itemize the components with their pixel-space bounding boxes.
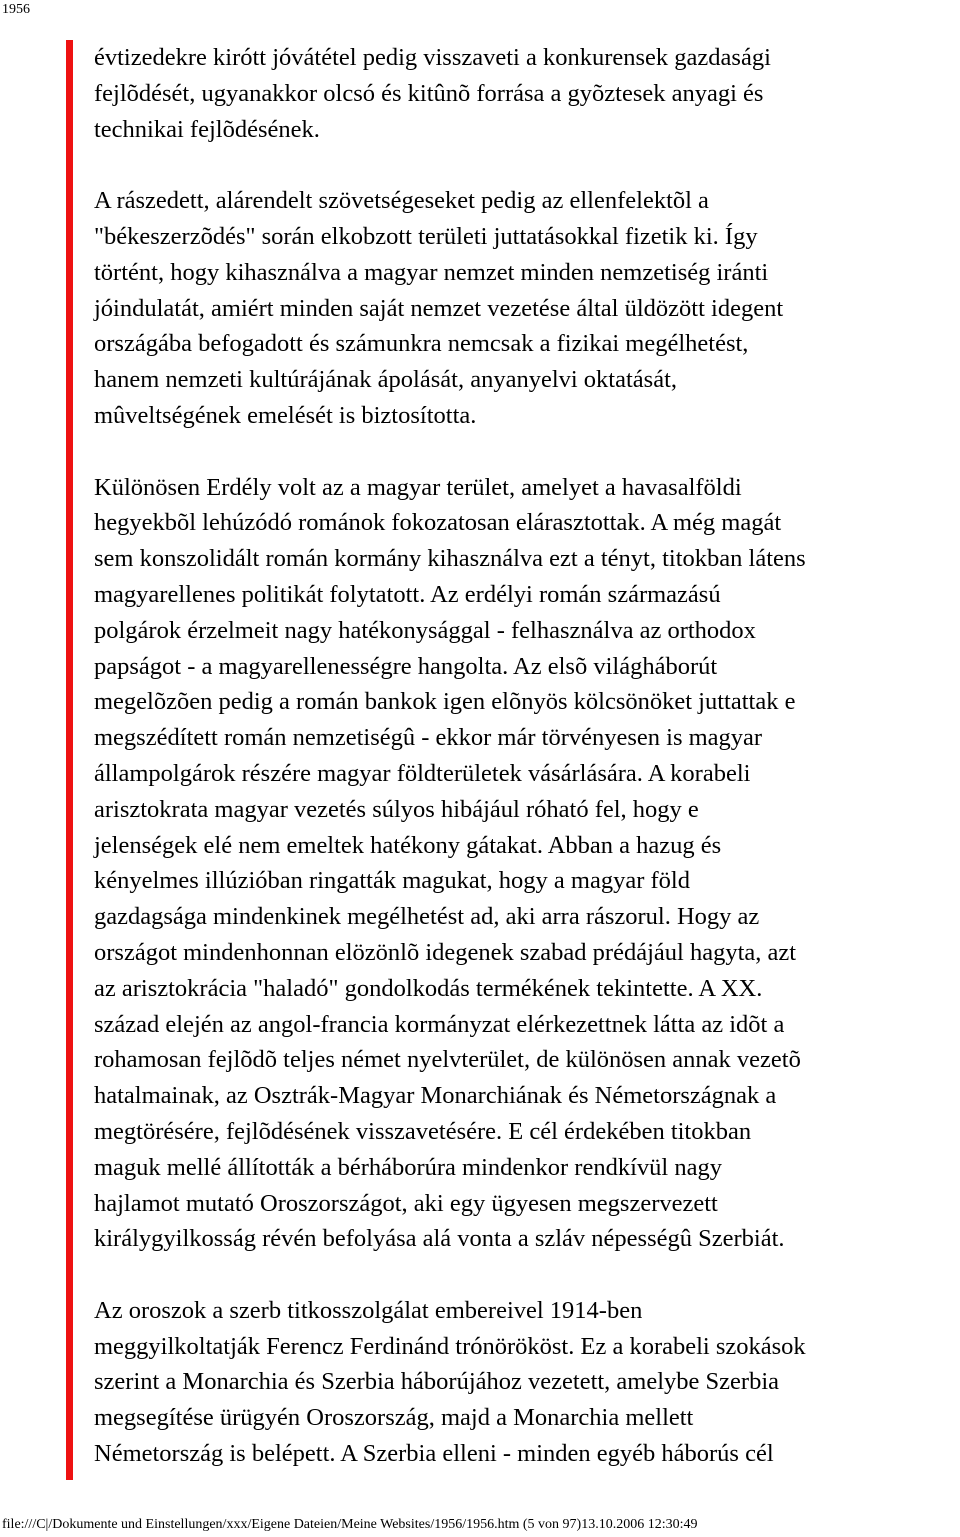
text-line: országába befogadott és számunkra nemcsak a fizikai megélhetést, — [94, 330, 749, 358]
paragraph-1 — [94, 40, 960, 147]
text-line: állampolgárok részére magyar földterületek vásárlására. A korabeli — [94, 759, 751, 787]
text-line: megelõzõen pedig a román bankok igen elõnyös kölcsönöket juttattak e — [94, 688, 796, 716]
text-line: Különösen Erdély volt az a magyar terület, amelyet a havasalföldi — [94, 473, 742, 501]
text-line: polgárok érzelmeit nagy hatékonysággal - felhasználva az orthodox — [94, 616, 756, 644]
text-line: országot mindenhonnan elözönlõ idegenek szabad prédájául hagyta, azt — [94, 938, 797, 966]
text-line: magyarellenes politikát folytatott. Az erdélyi román származású — [94, 580, 721, 608]
text-line: kényelmes illúzióban ringatták magukat, hogy a magyar föld — [94, 867, 690, 895]
text-line: megszédített román nemzetiségû - ekkor már törvényesen is magyar — [94, 724, 763, 752]
text-line: megtörésére, fejlõdésének visszavetésére. E cél érdekében titokban — [94, 1117, 752, 1145]
text-line: Németország is belépett. A Szerbia elleni - minden egyéb háborús cél — [94, 1440, 774, 1468]
paragraph-3 — [94, 470, 960, 1258]
text-line: hajlamot mutató Oroszországot, aki egy ügyesen megszervezett — [94, 1189, 718, 1217]
text-line: mûveltségének emelését is biztosította. — [94, 401, 477, 429]
text-line: szerint a Monarchia és Szerbia háborújához vezetett, amelybe Szerbia — [94, 1368, 780, 1396]
text-line: évtizedekre kirótt jóvátétel pedig visszaveti a konkurensek gazdasági — [94, 44, 771, 71]
text-line: jelenségek elé nem emeltek hatékony gátakat. Abban a hazug és — [94, 831, 722, 859]
text-line: meggyilkoltatják Ferencz Ferdinánd trónörököst. Ez a korabeli szokások — [94, 1332, 806, 1360]
text-line: arisztokrata magyar vezetés súlyos hibájául róható fel, hogy e — [94, 795, 699, 823]
text-line: sem konszolidált román kormány kihasználva ezt a tényt, titokban látens — [94, 545, 806, 573]
text-line: történt, hogy kihasználva a magyar nemzet minden nemzetiség iránti — [94, 258, 769, 286]
text-line: hanem nemzeti kultúrájának ápolását, anyanyelvi oktatását, — [94, 366, 678, 394]
paragraph-2 — [94, 183, 960, 434]
file-path-footer: file:///C|/Dokumente und Einstellungen/xxx/Eigene Dateien/Meine Websites/1956/1956.htm (5 von 97)13.10.2006 12:30:49 — [2, 1517, 698, 1532]
text-line: A rászedett, alárendelt szövetségeseket pedig az ellenfelektõl a — [94, 187, 709, 215]
article-body — [94, 40, 960, 1508]
text-line: az arisztokrácia "haladó" gondolkodás termékének tekintette. A XX. — [94, 974, 763, 1002]
text-line: hatalmainak, az Osztrák-Magyar Monarchiának és Németországnak a — [94, 1082, 777, 1110]
text-line: rohamosan fejlõdõ teljes német nyelvterület, de különösen annak vezetõ — [94, 1046, 801, 1074]
text-line: gazdagsága mindenkinek megélhetést ad, aki arra rászorul. Hogy az — [94, 903, 760, 931]
text-line: királygyilkosság révén befolyása alá vonta a szláv népességû Szerbiát. — [94, 1225, 785, 1253]
page-title: 1956 — [2, 2, 30, 17]
text-line: hegyekbõl lehúzódó románok fokozatosan elárasztottak. A még magát — [94, 509, 782, 537]
text-line: "békeszerzõdés" során elkobzott területi juttatásokkal fizetik ki. Így — [94, 222, 758, 250]
text-line: maguk mellé állították a bérháborúra mindenkor rendkívül nagy — [94, 1153, 722, 1181]
text-line: fejlõdését, ugyanakkor olcsó és kitûnõ forrása a gyõztesek anyagi és — [94, 79, 764, 107]
paragraph-4 — [94, 1293, 960, 1472]
text-line: megsegítése ürügyén Oroszország, majd a Monarchia mellett — [94, 1404, 694, 1432]
text-line: jóindulatát, amiért minden saját nemzet vezetése által üldözött idegent — [94, 294, 784, 322]
text-line: technikai fejlõdésének. — [94, 115, 320, 143]
text-line: Az oroszok a szerb titkosszolgálat embereivel 1914-ben — [94, 1296, 643, 1324]
red-margin-bar — [66, 40, 73, 1480]
text-line: papságot - a magyarellenességre hangolta. Az elsõ világháborút — [94, 652, 718, 680]
text-line: század elején az angol-francia kormányzat elérkezettnek látta az idõt a — [94, 1010, 785, 1038]
